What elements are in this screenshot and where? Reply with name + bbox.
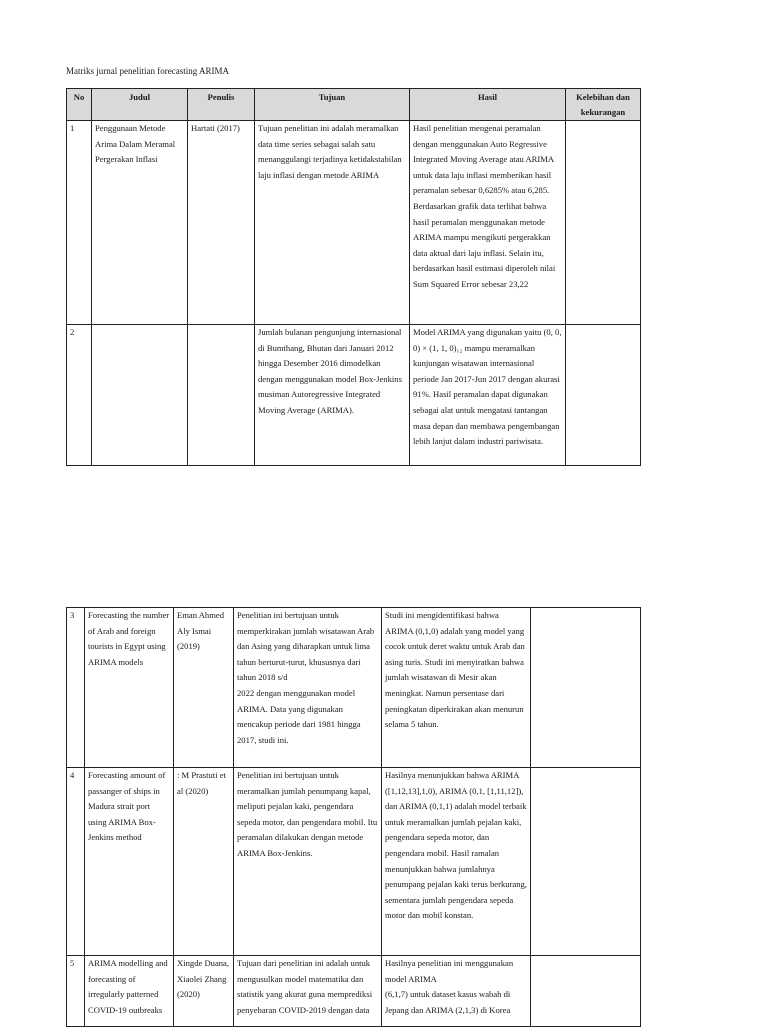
cell-penulis	[188, 325, 255, 466]
cell-tujuan: Tujuan penelitian ini adalah meramalkan data time series sebagai salah satu menanggulangi terjadinya ketidakstabilan laju inflasi dengan metode ARIMA	[255, 121, 410, 325]
cell-kelebihan	[531, 956, 641, 1027]
cell-no: 2	[67, 325, 92, 466]
cell-penulis: Eman Ahmed Aly Ismai (2019)	[174, 608, 234, 768]
table-row	[67, 956, 641, 1027]
header-hasil: Hasil	[410, 89, 566, 121]
cell-penulis: Xingde Duana, Xiaolei Zhang (2020)	[174, 956, 234, 1027]
cell-hasil: Studi ini mengidentifikasi bahwa ARIMA (0,1,0) adalah yang model yang cocok untuk deret waktu untuk Arab dan asing turis. Studi ini menyiratkan bahwa jumlah wisatawan di Mesir akan meningkat. Namun persentase dari peningkatan diperkirakan akan menurun selama 5 tahun.	[382, 608, 531, 768]
cell-kelebihan	[531, 768, 641, 956]
document-caption: Matriks jurnal penelitian forecasting ARIMA	[66, 66, 229, 76]
cell-penulis: : M Prastuti et al (2020)	[174, 768, 234, 956]
header-judul: Judul	[92, 89, 188, 121]
cell-hasil: Hasil penelitian mengenai peramalan dengan menggunakan Auto Regressive Integrated Moving Average atau ARIMA untuk data laju inflasi memberikan hasil peramalan sebesar 0,6285% atau 6,285. Berdasarkan grafik data terlihat bahwa hasil peramalan menggunakan metode ARIMA mampu mengikuti pergerakkan data aktual dari laju inflasi. Selain itu, berdasarkan hasil estimasi diperoleh nilai Sum Squared Error sebesar 23,22	[410, 121, 566, 325]
cell-penulis: Hartati (2017)	[188, 121, 255, 325]
cell-kelebihan	[566, 325, 641, 466]
cell-kelebihan	[531, 608, 641, 768]
cell-judul	[92, 325, 188, 466]
cell-tujuan: Tujuan dari penelitian ini adalah untuk mengusulkan model matematika dan statistik yang akurat guna memprediksi penyebaran COVID-2019 dengan data	[234, 956, 382, 1027]
cell-kelebihan	[566, 121, 641, 325]
table-header-row	[67, 89, 641, 121]
cell-no: 3	[67, 608, 85, 768]
table-row	[67, 325, 641, 466]
cell-tujuan: Penelitian ini bertujuan untuk meramalkan jumlah penumpang kapal, meliputi pejalan kaki, pengendara sepeda motor, dan pengendara mobil. Itu peramalan dilakukan dengan metode ARIMA Box-Jenkins.	[234, 768, 382, 956]
cell-no: 5	[67, 956, 85, 1027]
cell-hasil: Hasilnya penelitian ini menggunakan model ARIMA (6,1,7) untuk dataset kasus wabah di Jepang dan ARIMA (2,1,3) di Korea	[382, 956, 531, 1027]
journal-matrix-table-part1	[66, 88, 641, 466]
cell-no: 1	[67, 121, 92, 325]
cell-hasil: Hasilnya menunjukkan bahwa ARIMA ([1,12,13],1,0), ARIMA (0,1, [1,11,12]), dan ARIMA (0,1,1) adalah model terbaik untuk meramalkan jumlah pejalan kaki, pengendara sepeda motor, dan pengendara mobil. Hasil ramalan menunjukkan bahwa jumlahnya penumpang pejalan kaki terus berkurang, sementara jumlah pengendara sepeda motor dan mobil konstan.	[382, 768, 531, 956]
cell-tujuan: Jumlah bulanan pengunjung internasional di Bumthang, Bhutan dari Januari 2012 hingga Desember 2016 dimodelkan dengan menggunakan model Box-Jenkins musiman Autoregressive Integrated Moving Average (ARIMA).	[255, 325, 410, 466]
cell-judul: Penggunaan Metode Arima Dalam Meramal Pergerakan Inflasi	[92, 121, 188, 325]
cell-tujuan: Penelitian ini bertujuan untuk memperkirakan jumlah wisatawan Arab dan Asing yang diharapkan untuk lima tahun berturut-turut, khususnya dari tahun 2018 s/d 2022 dengan menggunakan model ARIMA. Data yang digunakan mencakup periode dari 1981 hingga 2017, studi ini.	[234, 608, 382, 768]
cell-no: 4	[67, 768, 85, 956]
table-row	[67, 121, 641, 325]
journal-matrix-table-part2	[66, 607, 641, 1027]
header-tujuan: Tujuan	[255, 89, 410, 121]
table-row	[67, 608, 641, 768]
header-penulis: Penulis	[188, 89, 255, 121]
table-row	[67, 768, 641, 956]
header-kelebihan: Kelebihan dan kekurangan	[566, 89, 641, 121]
cell-hasil: Model ARIMA yang digunakan yaitu (0, 0, 0) × (1, 1, 0)₁₂ mampu meramalkan kunjungan wisatawan internasional periode Jan 2017-Jun 2017 dengan akurasi 91%. Hasil peramalan dapat digunakan sebagai alat untuk mengatasi tantangan masa depan dan membawa pengembangan lebih lanjut dalam industri pariwisata.	[410, 325, 566, 466]
cell-judul: Forecasting the number of Arab and foreign tourists in Egypt using ARIMA models	[85, 608, 174, 768]
cell-judul: ARIMA modelling and forecasting of irregularly patterned COVID-19 outbreaks	[85, 956, 174, 1027]
header-no: No	[67, 89, 92, 121]
cell-judul: Forecasting amount of passanger of ships in Madura strait port using ARIMA Box-Jenkins method	[85, 768, 174, 956]
